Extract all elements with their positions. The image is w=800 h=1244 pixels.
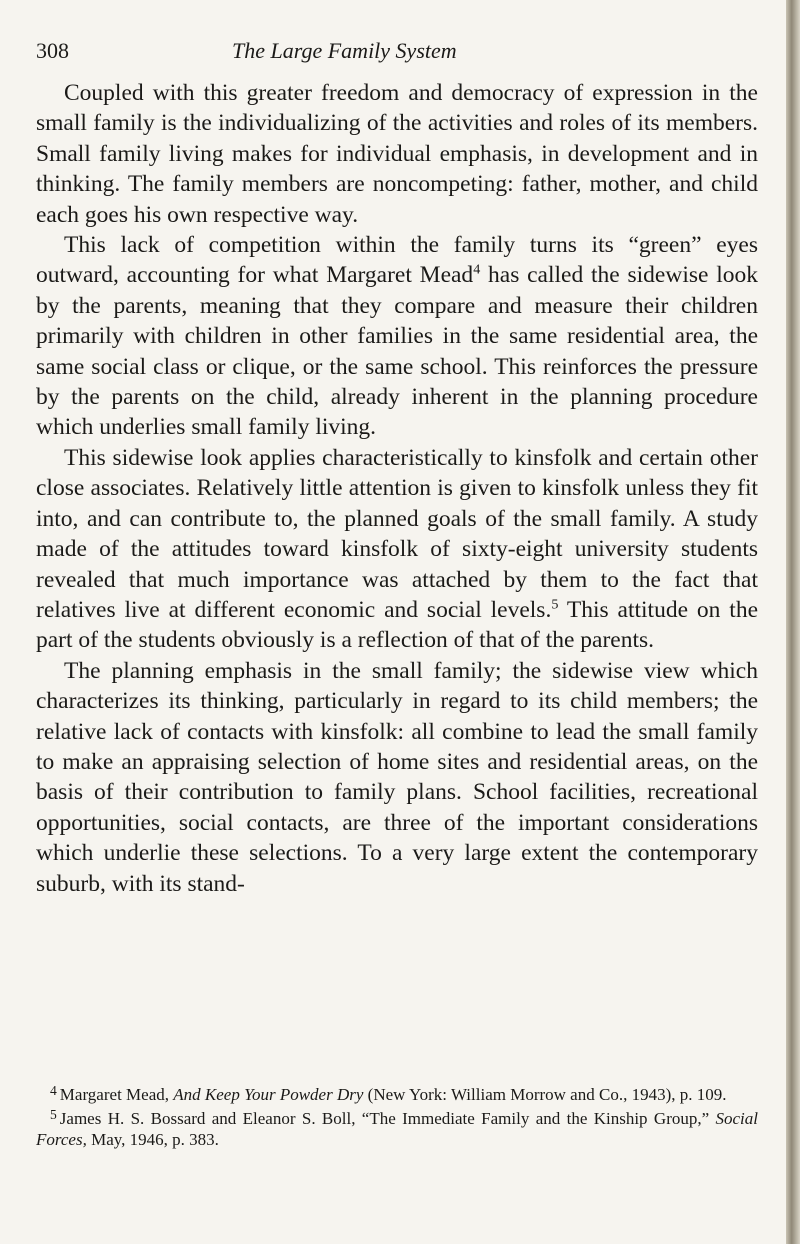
footnotes	[36, 1081, 758, 1150]
paragraph-2	[36, 230, 758, 443]
footnote-5-text-a: James H. S. Bossard and Eleanor S. Boll, “The Immediate Family and the Kinship Group,”	[59, 1109, 716, 1128]
paragraph-4: The planning emphasis in the small family; the sidewise view which characterizes its thinking, particularly in regard to its child members; the relative lack of contacts with kinsfolk: all combine to lead the small family to make an appraising selection of home sites and residential areas, on the basis of their contribution to family plans. School facilities, recreational opportunities, social contacts, are three of the important considerations which underlie these selections. To a very large extent the contemporary suburb, with its stand-	[36, 657, 758, 897]
footnote-4-number: 4	[50, 1083, 57, 1098]
paragraph-2-text-a: This lack of competition within the family turns its “green” eyes outward, accounting for what Margaret Mead	[36, 232, 758, 289]
paragraph-3	[36, 443, 758, 656]
paragraph-1: Coupled with this greater freedom and democracy of expression in the small family is the individualizing of the activities and roles of its members. Small family living makes for individual emphasis, in development and in thinking. The family members are noncompeting: father, mother, and child each goes his own respective way.	[36, 80, 758, 228]
body-text	[36, 78, 758, 899]
footnote-4	[36, 1081, 758, 1105]
footnote-5-number: 5	[50, 1107, 57, 1123]
footnote-4-text-b: (New York: William Morrow and Co., 1943), p. 109.	[363, 1084, 727, 1104]
page-number: 308	[36, 38, 69, 63]
footnote-ref-5: 5	[551, 596, 559, 613]
page-header	[36, 38, 756, 68]
footnote-ref-4: 4	[473, 261, 481, 278]
paragraph-3-text-b: This attitude on the part of the students obviously is a reflection of that of the parents.	[36, 596, 758, 654]
paragraph-2-text-b: has called the sidewise look by the parents, meaning that they compare and measure their children primarily with children in other families in the same residential area, the same social class or clique, or the same school. This reinforces the pressure by the parents on the child, already inherent in the planning procedure which underlies small family living.	[36, 262, 758, 441]
footnote-5-title: Social Forces,	[36, 1109, 758, 1149]
paragraph-3-text-a: This sidewise look applies characteristically to kinsfolk and certain other close associates. Relatively little attention is given to kinsfolk unless they fit into, and can contribute to, the planned goals of the small family. A study made of the attitudes toward kinsfolk of sixty-eight university students revealed that much importance was attached by them to the fact that relatives live at different economic and social levels.	[36, 444, 758, 623]
footnote-5-text-b: May, 1946, p. 383.	[86, 1129, 219, 1149]
footnote-4-text-a: Margaret Mead,	[59, 1084, 174, 1104]
footnote-5	[36, 1105, 758, 1150]
running-title: The Large Family System	[232, 38, 457, 63]
footnote-4-title: And Keep Your Powder Dry	[173, 1084, 364, 1104]
page-edge-shadow	[786, 0, 800, 1244]
